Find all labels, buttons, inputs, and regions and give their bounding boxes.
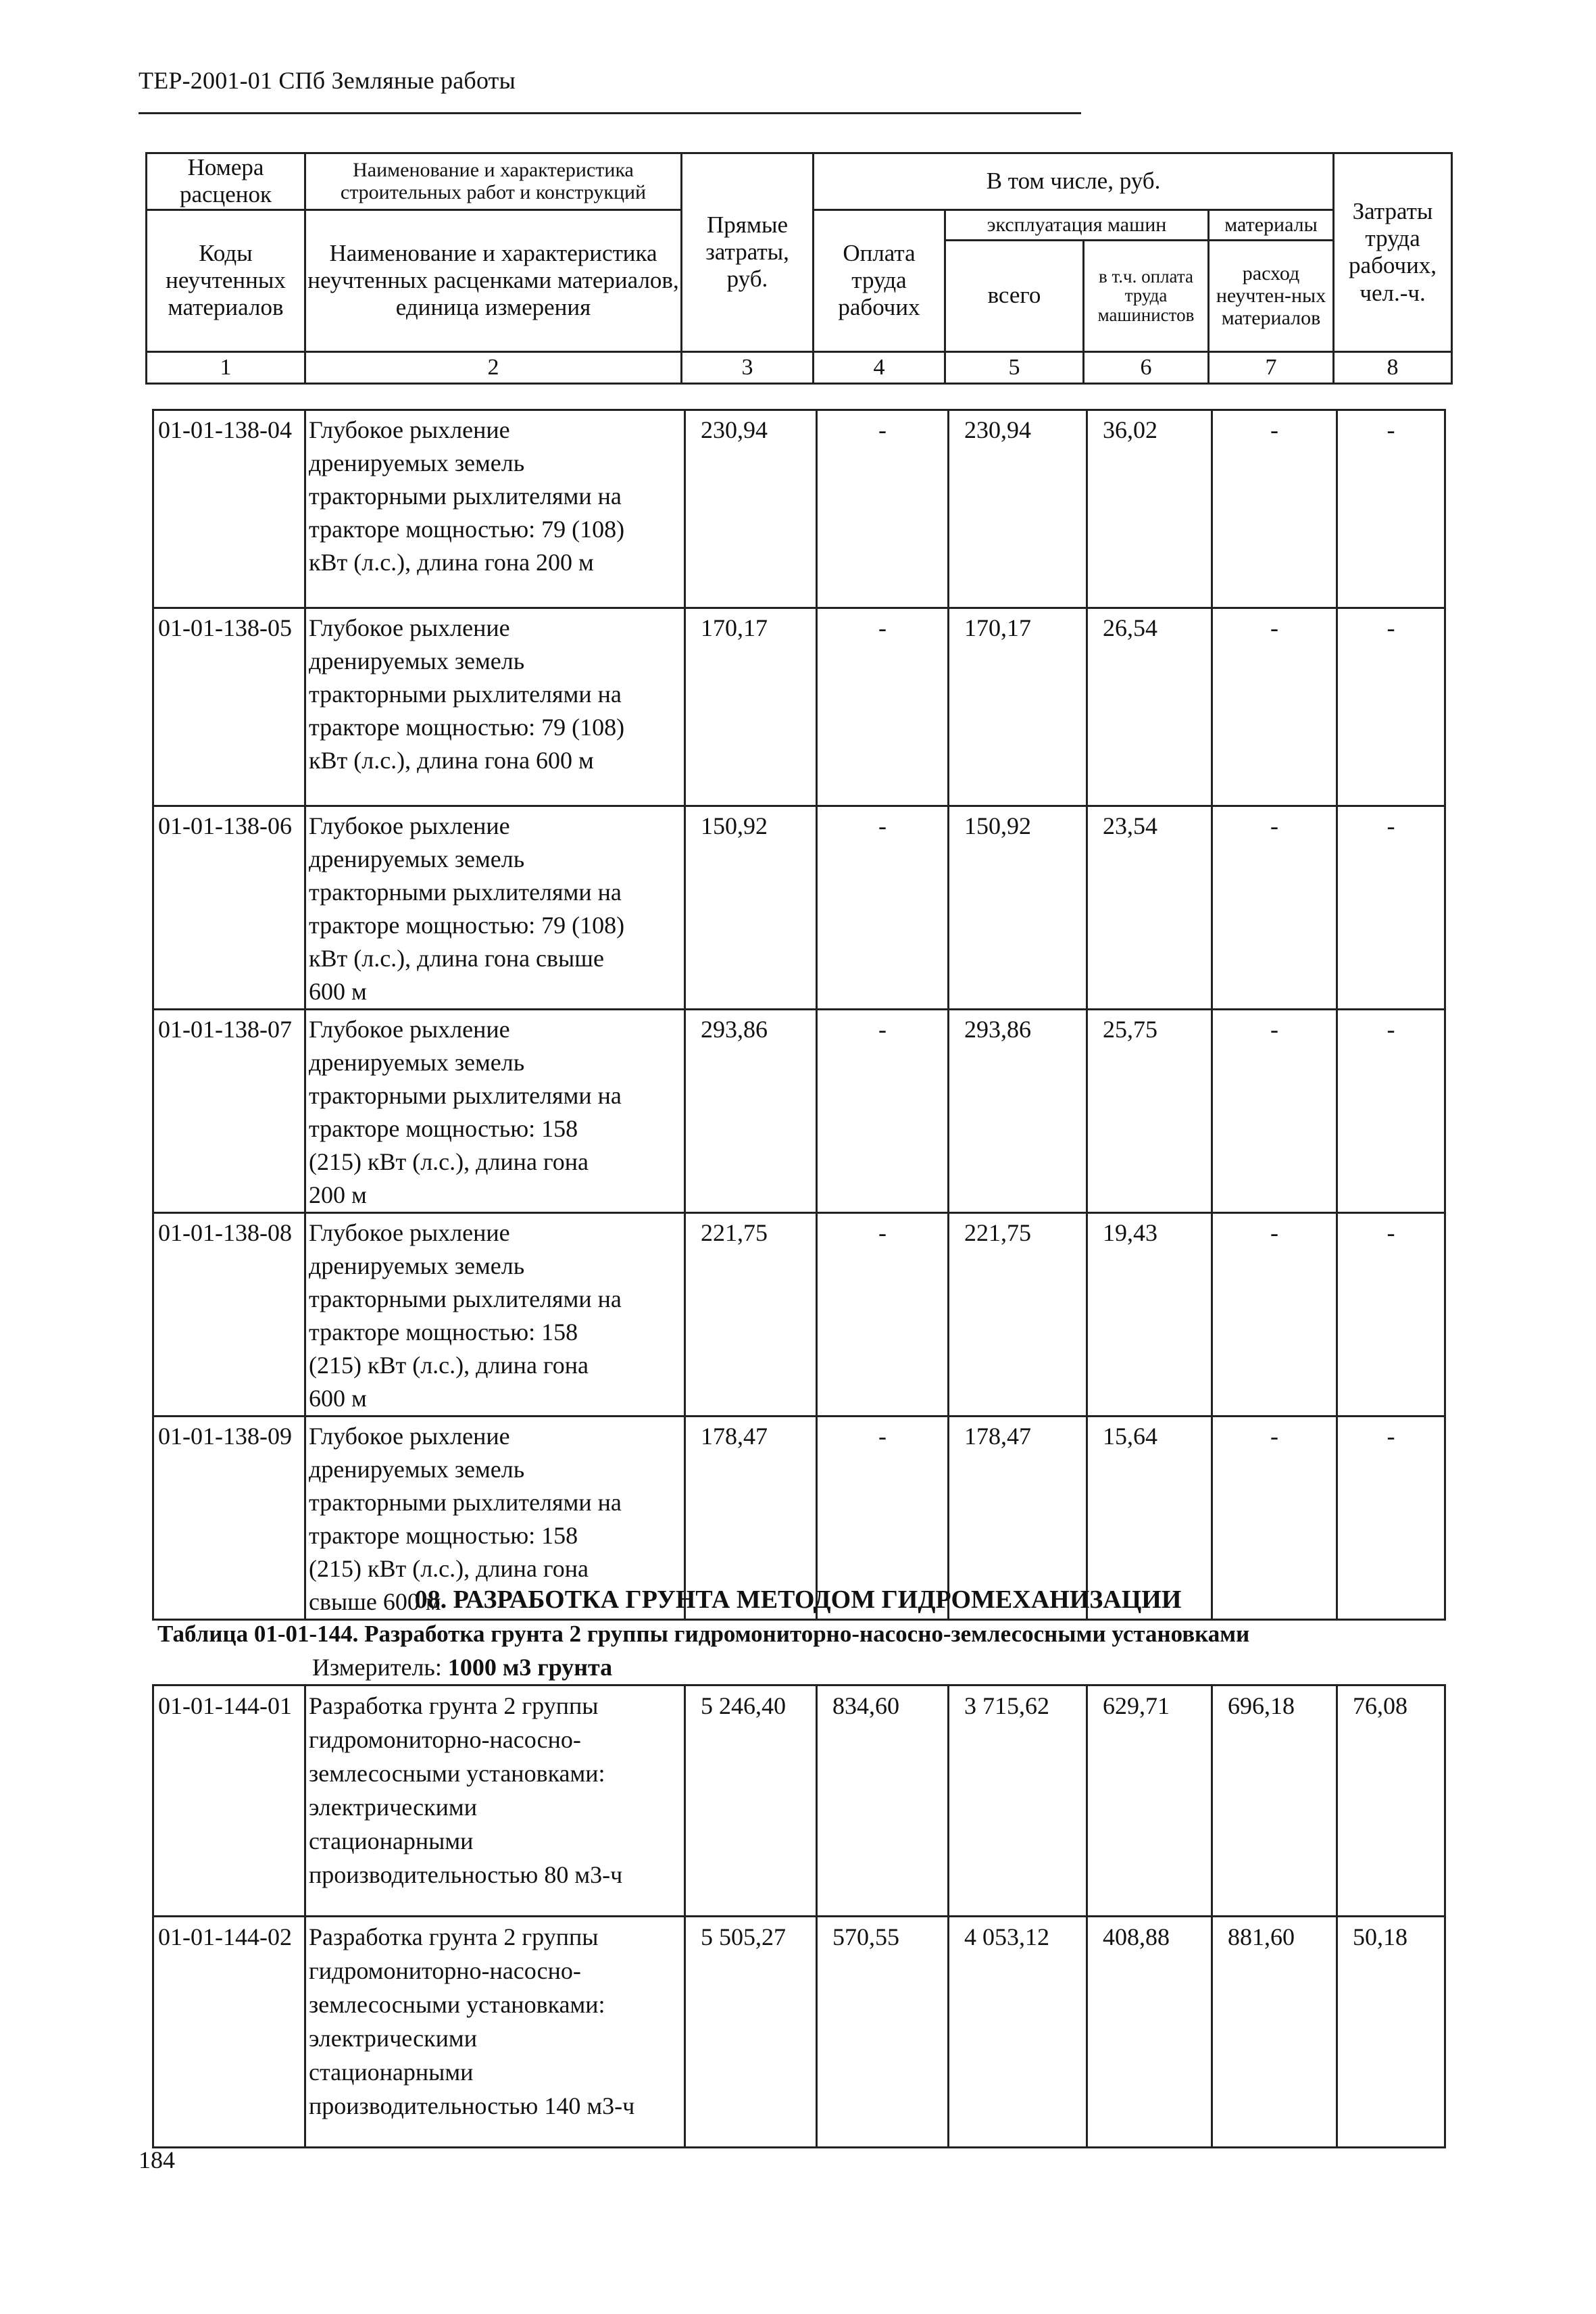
table-row <box>153 1917 1445 2148</box>
header-rule <box>139 112 1081 114</box>
operator-pay: 23,54 <box>1087 806 1212 1010</box>
direct-costs: 170,17 <box>685 608 817 806</box>
column-number: 4 <box>814 351 945 383</box>
rate-code: 01-01-138-07 <box>153 1010 305 1213</box>
header-unaccounted-materials: расход неучтен-ных материалов <box>1209 240 1334 351</box>
operator-pay: 408,88 <box>1087 1917 1212 2148</box>
operator-pay: 26,54 <box>1087 608 1212 806</box>
labor-hours: - <box>1337 806 1445 1010</box>
labor-hours: 50,18 <box>1337 1917 1445 2148</box>
work-description: Разработка грунта 2 группы гидромониторно-насосно- землесосными установками: электрическими стационарными производительностью 80 м3-ч <box>305 1685 685 1917</box>
labor-hours: - <box>1337 1213 1445 1417</box>
rate-code: 01-01-138-09 <box>153 1417 305 1620</box>
column-number: 6 <box>1084 351 1209 383</box>
rate-code: 01-01-144-01 <box>153 1685 305 1917</box>
table-row <box>153 1213 1445 1417</box>
section-title: 08. РАЗРАБОТКА ГРУНТА МЕТОДОМ ГИДРОМЕХАНИЗАЦИИ <box>414 1585 1182 1614</box>
worker-pay: 834,60 <box>817 1685 949 1917</box>
column-number: 2 <box>305 351 682 383</box>
work-description: Глубокое рыхление дренируемых земель тракторными рыхлителями на тракторе мощностью: 79 (108) кВт (л.с.), длина гона свыше 600 м <box>305 806 685 1010</box>
labor-hours: - <box>1337 1010 1445 1213</box>
materials: - <box>1212 1010 1337 1213</box>
work-description: Глубокое рыхление дренируемых земель тракторными рыхлителями на тракторе мощностью: 158 (215) кВт (л.с.), длина гона 200 м <box>305 1010 685 1213</box>
column-number: 1 <box>147 351 305 383</box>
machines-total: 170,17 <box>949 608 1087 806</box>
rate-code: 01-01-138-06 <box>153 806 305 1010</box>
header-rate-numbers: Номера расценок <box>147 153 305 210</box>
work-description: Глубокое рыхление дренируемых земель тракторными рыхлителями на тракторе мощностью: 158 (215) кВт (л.с.), длина гона 600 м <box>305 1213 685 1417</box>
table-row <box>153 1685 1445 1917</box>
materials: - <box>1212 608 1337 806</box>
labor-hours: - <box>1337 1417 1445 1620</box>
direct-costs: 178,47 <box>685 1417 817 1620</box>
header-direct-costs: Прямые затраты, руб. <box>682 153 814 352</box>
table-row <box>153 410 1445 608</box>
machines-total: 178,47 <box>949 1417 1087 1620</box>
worker-pay: - <box>817 1010 949 1213</box>
labor-hours: - <box>1337 410 1445 608</box>
table-row <box>153 806 1445 1010</box>
column-number: 7 <box>1209 351 1334 383</box>
header-operator-pay: в т.ч. оплата труда машинистов <box>1084 240 1209 351</box>
rate-code: 01-01-138-04 <box>153 410 305 608</box>
machines-total: 4 053,12 <box>949 1917 1087 2148</box>
header-including-group: В том числе, руб. <box>814 153 1334 210</box>
operator-pay: 36,02 <box>1087 410 1212 608</box>
materials: - <box>1212 410 1337 608</box>
page-number: 184 <box>139 2146 175 2173</box>
column-number: 8 <box>1334 351 1452 383</box>
header-materials: материалы <box>1209 210 1334 240</box>
operator-pay: 25,75 <box>1087 1010 1212 1213</box>
header-labor-hours: Затраты труда рабочих, чел.-ч. <box>1334 153 1452 352</box>
table-row <box>153 608 1445 806</box>
header-machine-operation: эксплуатация машин <box>945 210 1209 240</box>
machines-total: 293,86 <box>949 1010 1087 1213</box>
direct-costs: 230,94 <box>685 410 817 608</box>
materials: 696,18 <box>1212 1685 1337 1917</box>
machines-total: 150,92 <box>949 806 1087 1010</box>
header-material-name: Наименование и характеристика неучтенных расценками материалов, единица измерения <box>305 210 682 351</box>
worker-pay: - <box>817 806 949 1010</box>
column-header-table <box>145 152 1453 385</box>
work-description: Глубокое рыхление дренируемых земель тракторными рыхлителями на тракторе мощностью: 158 (215) кВт (л.с.), длина гона свыше 600 м <box>305 1417 685 1620</box>
labor-hours: - <box>1337 608 1445 806</box>
materials: - <box>1212 1213 1337 1417</box>
table-caption: Таблица 01-01-144. Разработка грунта 2 группы гидромониторно-насосно-землесосными установками <box>157 1621 1250 1647</box>
rate-code: 01-01-144-02 <box>153 1917 305 2148</box>
measure-value: 1000 м3 грунта <box>447 1654 613 1681</box>
direct-costs: 150,92 <box>685 806 817 1010</box>
operator-pay: 19,43 <box>1087 1213 1212 1417</box>
direct-costs: 221,75 <box>685 1213 817 1417</box>
materials: - <box>1212 1417 1337 1620</box>
work-description: Разработка грунта 2 группы гидромониторно-насосно- землесосными установками: электрическими стационарными производительностью 140 м3-ч <box>305 1917 685 2148</box>
header-material-codes: Коды неучтенных материалов <box>147 210 305 351</box>
direct-costs: 293,86 <box>685 1010 817 1213</box>
worker-pay: - <box>817 410 949 608</box>
operator-pay: 629,71 <box>1087 1685 1212 1917</box>
machines-total: 221,75 <box>949 1213 1087 1417</box>
worker-pay: - <box>817 1417 949 1620</box>
page-header: ТЕР-2001-01 СПб Земляные работы <box>139 67 516 94</box>
column-number: 3 <box>682 351 814 383</box>
labor-hours: 76,08 <box>1337 1685 1445 1917</box>
header-worker-pay: Оплата труда рабочих <box>814 210 945 351</box>
measure-unit <box>312 1653 612 1681</box>
worker-pay: - <box>817 608 949 806</box>
rate-code: 01-01-138-05 <box>153 608 305 806</box>
machines-total: 230,94 <box>949 410 1087 608</box>
rate-code: 01-01-138-08 <box>153 1213 305 1417</box>
materials: - <box>1212 806 1337 1010</box>
machines-total: 3 715,62 <box>949 1685 1087 1917</box>
work-description: Глубокое рыхление дренируемых земель тракторными рыхлителями на тракторе мощностью: 79 (108) кВт (л.с.), длина гона 600 м <box>305 608 685 806</box>
table-01-01-144-rows <box>152 1684 1446 2148</box>
direct-costs: 5 505,27 <box>685 1917 817 2148</box>
header-machines-total: всего <box>945 240 1084 351</box>
table-row <box>153 1010 1445 1213</box>
work-description: Глубокое рыхление дренируемых земель тракторными рыхлителями на тракторе мощностью: 79 (108) кВт (л.с.), длина гона 200 м <box>305 410 685 608</box>
measure-label: Измеритель: <box>312 1654 448 1681</box>
materials: 881,60 <box>1212 1917 1337 2148</box>
worker-pay: - <box>817 1213 949 1417</box>
table-01-01-138-rows <box>152 409 1446 1621</box>
worker-pay: 570,55 <box>817 1917 949 2148</box>
column-number: 5 <box>945 351 1084 383</box>
operator-pay: 15,64 <box>1087 1417 1212 1620</box>
header-work-name: Наименование и характеристика строительных работ и конструкций <box>305 153 682 210</box>
direct-costs: 5 246,40 <box>685 1685 817 1917</box>
